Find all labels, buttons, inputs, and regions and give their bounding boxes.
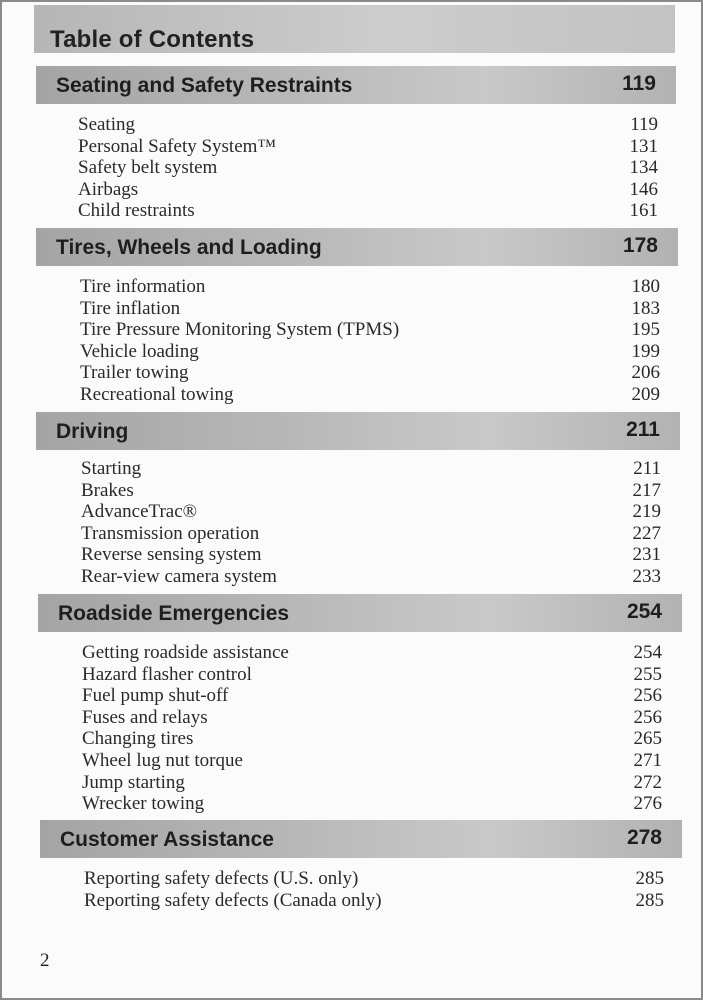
- section-title: Tires, Wheels and Loading: [56, 236, 322, 259]
- document-page: [2, 2, 701, 998]
- entry-page: 256: [633, 685, 662, 707]
- entry-page: 231: [632, 544, 661, 566]
- entry-label: Brakes: [81, 479, 134, 501]
- toc-entry[interactable]: [80, 362, 660, 384]
- entry-page: 272: [633, 771, 662, 793]
- section-title: Driving: [56, 420, 129, 443]
- toc-entry[interactable]: [82, 772, 662, 794]
- entry-label: AdvanceTrac®: [81, 501, 198, 523]
- entry-label: Recreational towing: [80, 383, 234, 405]
- section-page: 119: [622, 72, 656, 95]
- entry-page: 219: [632, 501, 661, 523]
- entry-label: Hazard flasher control: [82, 663, 252, 685]
- toc-entry[interactable]: [81, 523, 661, 545]
- entry-page: 265: [633, 728, 662, 750]
- entry-label: Seating: [78, 114, 135, 135]
- toc-entry[interactable]: [80, 276, 660, 298]
- section-entries-seating: [78, 114, 658, 222]
- toc-entry[interactable]: [78, 157, 658, 179]
- entry-label: Reporting safety defects (Canada only): [84, 889, 382, 911]
- entry-label: Jump starting: [82, 771, 185, 793]
- entry-page: 195: [631, 319, 660, 341]
- entry-page: 206: [631, 362, 660, 384]
- toc-entry[interactable]: [81, 458, 661, 480]
- page-number: 2: [40, 950, 50, 971]
- toc-entry[interactable]: [78, 179, 658, 201]
- toc-entry[interactable]: [84, 890, 664, 912]
- section-entries-customer: [84, 868, 664, 911]
- entry-page: 161: [629, 200, 658, 222]
- toc-entry[interactable]: [82, 685, 662, 707]
- entry-page: 183: [631, 297, 660, 319]
- entry-label: Child restraints: [78, 200, 195, 222]
- entry-page: 199: [631, 340, 660, 362]
- entry-label: Starting: [81, 458, 142, 479]
- entry-page: 255: [633, 663, 662, 685]
- entry-label: Wheel lug nut torque: [82, 749, 243, 771]
- entry-label: Safety belt system: [78, 157, 218, 179]
- entry-label: Changing tires: [82, 728, 194, 750]
- toc-entry[interactable]: [82, 707, 662, 729]
- toc-entry[interactable]: [82, 793, 662, 815]
- entry-label: Wrecker towing: [82, 793, 205, 815]
- toc-entry[interactable]: [82, 728, 662, 750]
- section-entries-driving: [81, 458, 661, 588]
- entry-page: 227: [632, 522, 661, 544]
- entry-label: Reverse sensing system: [81, 544, 262, 566]
- entry-page: 233: [632, 565, 661, 587]
- toc-entry[interactable]: [78, 114, 658, 136]
- entry-page: 285: [635, 868, 664, 889]
- section-entries-roadside: [82, 642, 662, 815]
- section-title: Roadside Emergencies: [58, 602, 290, 625]
- toc-entry[interactable]: [81, 544, 661, 566]
- section-header-driving: [36, 412, 680, 450]
- entry-page: 285: [635, 889, 664, 911]
- toc-entry[interactable]: [81, 501, 661, 523]
- toc-entry[interactable]: [80, 298, 660, 320]
- entry-page: 256: [633, 706, 662, 728]
- entry-label: Vehicle loading: [80, 340, 199, 362]
- section-title: Seating and Safety Restraints: [56, 74, 353, 97]
- entry-label: Airbags: [78, 178, 139, 200]
- entry-page: 276: [633, 793, 662, 815]
- toc-entry[interactable]: [78, 200, 658, 222]
- entry-page: 217: [632, 479, 661, 501]
- entry-label: Getting roadside assistance: [82, 642, 289, 663]
- entry-label: Tire Pressure Monitoring System (TPMS): [80, 319, 400, 341]
- section-page: 178: [622, 234, 658, 257]
- entry-label: Tire information: [80, 276, 206, 297]
- toc-entry[interactable]: [80, 384, 660, 406]
- toc-entry[interactable]: [84, 868, 664, 890]
- entry-page: 119: [630, 114, 658, 135]
- page-title: Table of Contents: [50, 26, 255, 53]
- entry-page: 254: [633, 642, 662, 663]
- entry-label: Fuses and relays: [82, 706, 208, 728]
- entry-page: 146: [629, 178, 658, 200]
- entry-page: 134: [629, 157, 658, 179]
- section-title: Customer Assistance: [60, 828, 274, 851]
- entry-label: Reporting safety defects (U.S. only): [84, 868, 359, 889]
- toc-entry[interactable]: [82, 750, 662, 772]
- section-header-tires: [36, 228, 678, 266]
- toc-entry[interactable]: [81, 566, 661, 588]
- toc-entry[interactable]: [80, 341, 660, 363]
- entry-label: Transmission operation: [81, 522, 260, 544]
- toc-title-bar: [34, 5, 675, 53]
- entry-label: Tire inflation: [80, 297, 181, 319]
- section-page: 254: [626, 600, 662, 623]
- entry-page: 180: [631, 276, 660, 297]
- entry-label: Fuel pump shut-off: [82, 685, 229, 707]
- section-header-customer: [40, 820, 682, 858]
- toc-entry[interactable]: [81, 480, 661, 502]
- entry-label: Rear-view camera system: [81, 565, 277, 587]
- section-page: 211: [626, 418, 660, 441]
- entry-page: 209: [631, 383, 660, 405]
- toc-entry[interactable]: [78, 136, 658, 158]
- entry-label: Trailer towing: [80, 362, 189, 384]
- entry-page: 131: [629, 135, 658, 157]
- toc-entry[interactable]: [80, 319, 660, 341]
- section-header-seating: [36, 66, 676, 104]
- entry-page: 211: [633, 458, 661, 479]
- section-entries-tires: [80, 276, 660, 406]
- toc-entry[interactable]: [82, 642, 662, 664]
- section-header-roadside: [38, 594, 682, 632]
- entry-page: 271: [633, 749, 662, 771]
- toc-entry[interactable]: [82, 664, 662, 686]
- section-page: 278: [626, 826, 662, 849]
- entry-label: Personal Safety System™: [78, 135, 277, 157]
